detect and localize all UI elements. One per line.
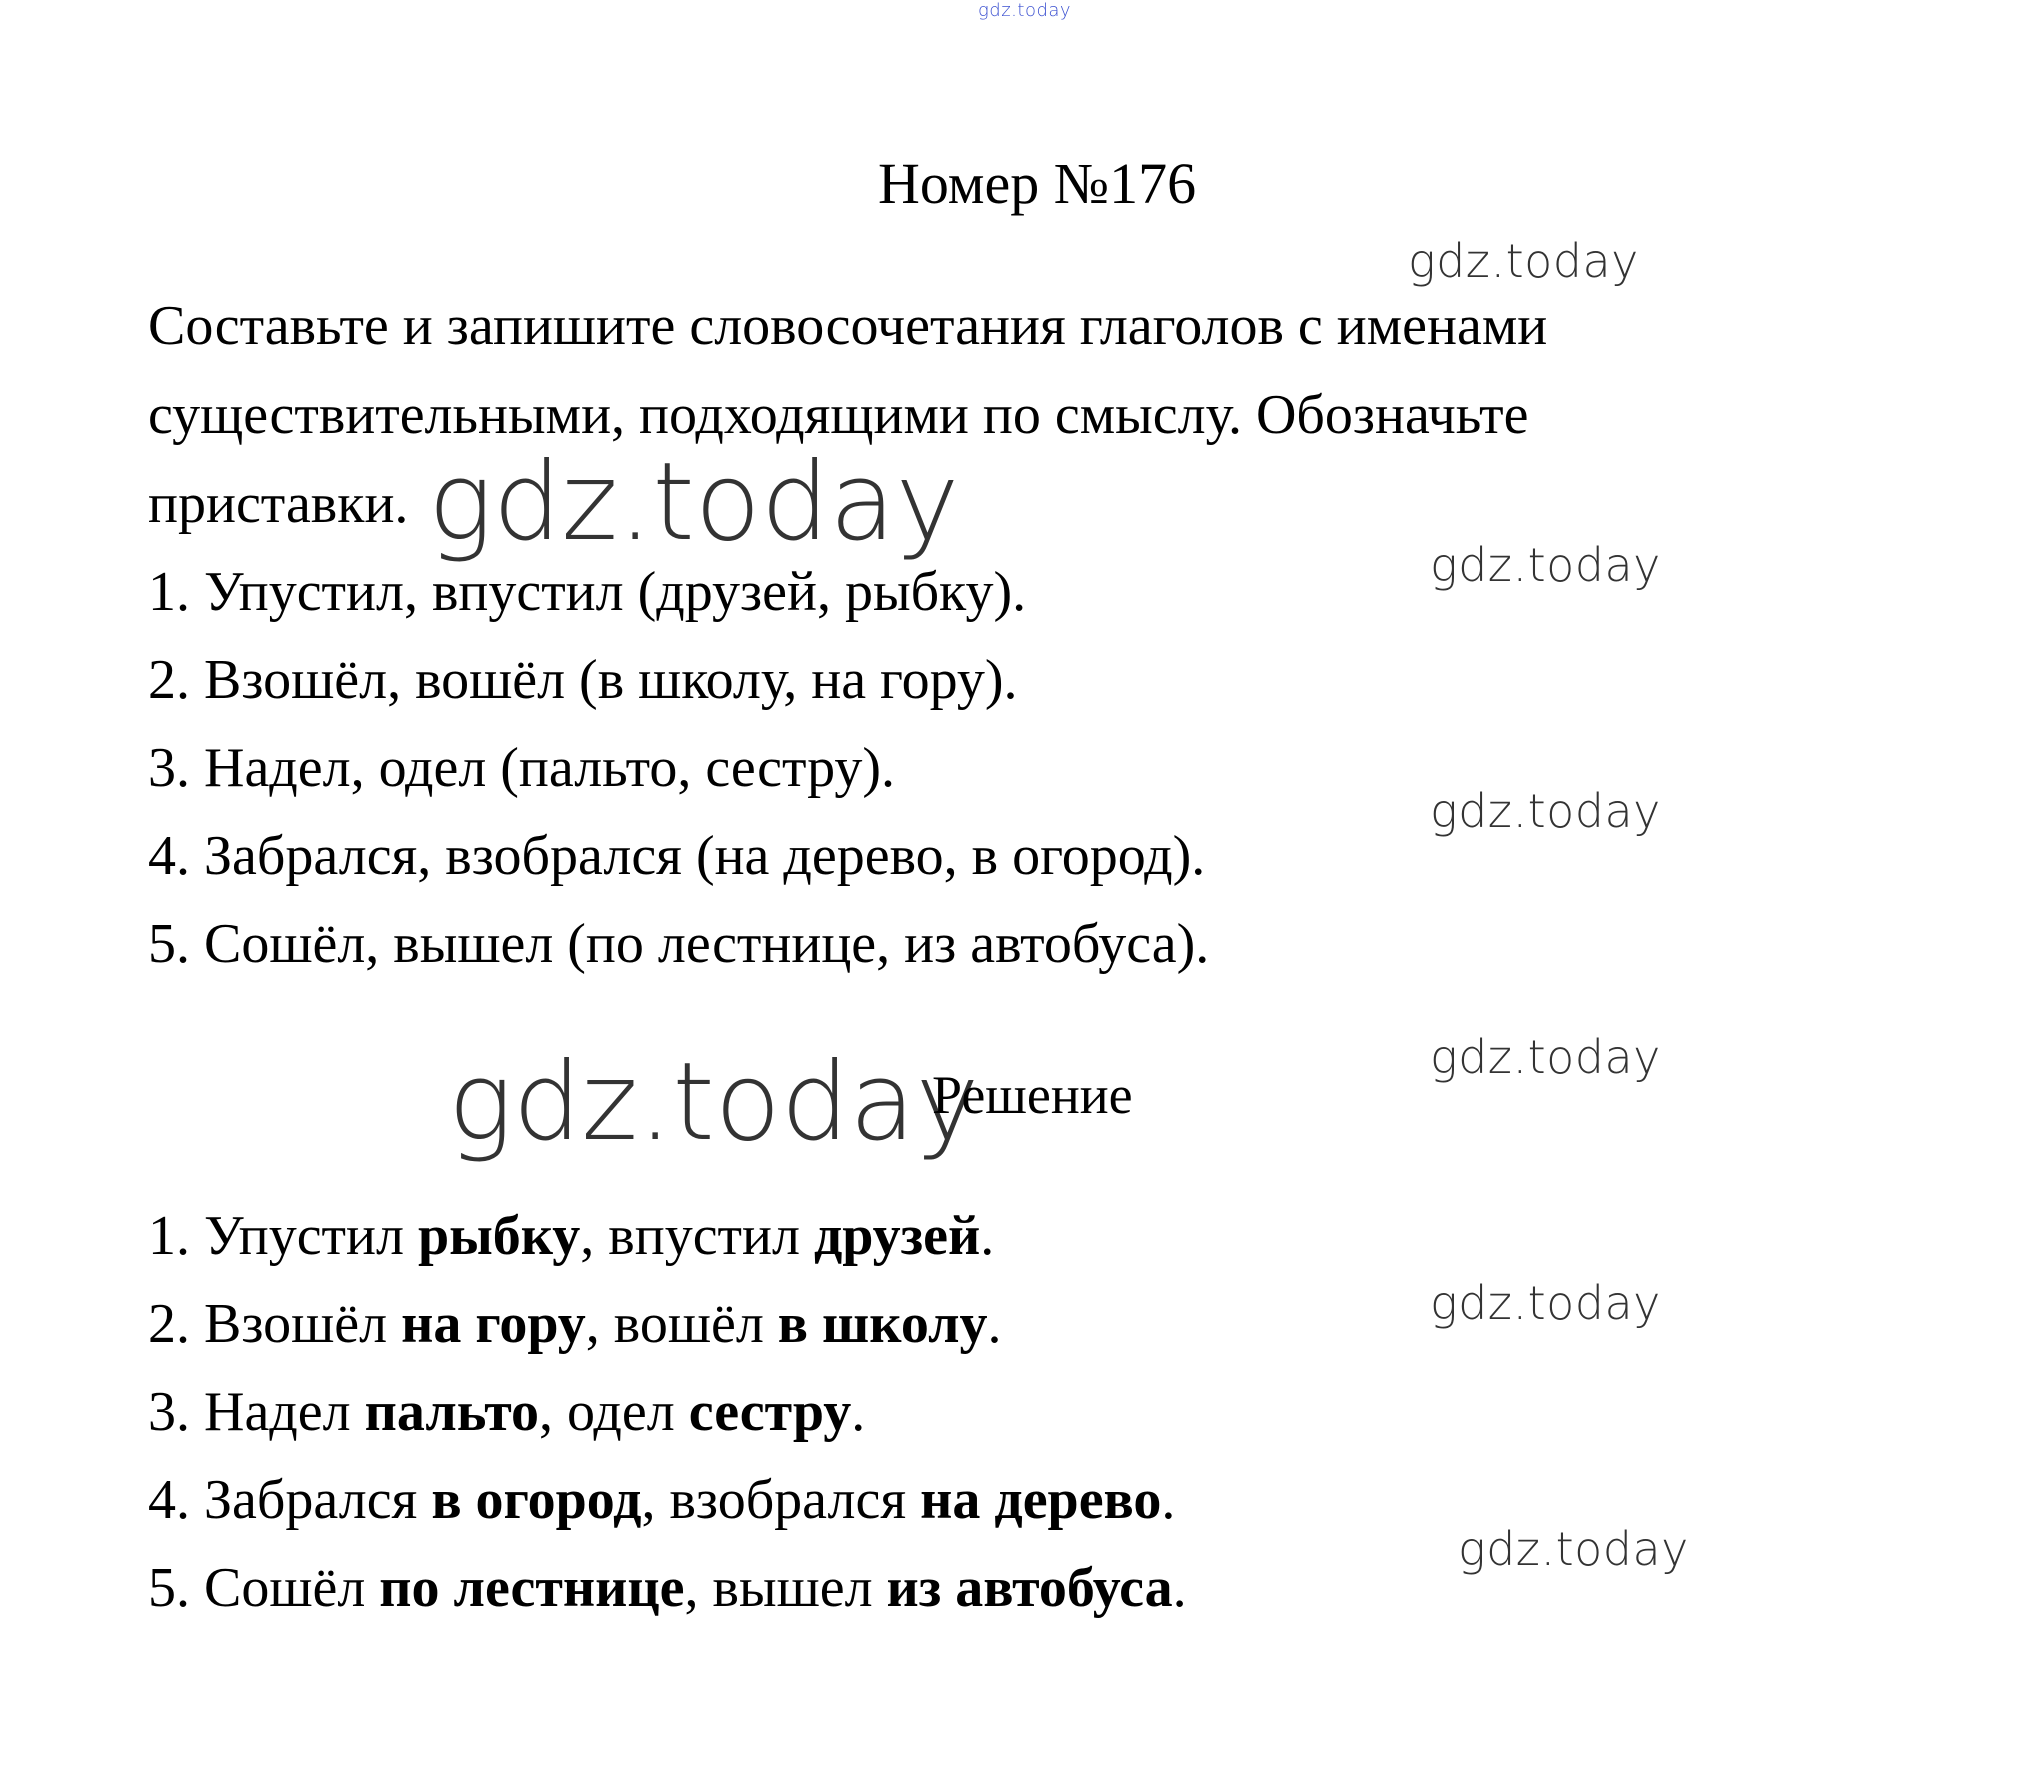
solution-verb: Взошёл bbox=[204, 1293, 388, 1355]
exercise-item-4: 4. Забрался, взобрался (на дерево, в огород). bbox=[148, 825, 1206, 887]
watermark-right-4: gdz.today bbox=[1430, 1030, 1661, 1084]
watermark-big-1: gdz.today bbox=[428, 440, 960, 565]
task-line-2: существительными, подходящими по смыслу. Обозначьте bbox=[148, 384, 1529, 446]
task-line-1: Составьте и запишите словосочетания глаголов с именами bbox=[148, 295, 1548, 357]
solution-num: 2. bbox=[148, 1293, 190, 1355]
solution-item: 5. Сошёл по лестнице, вышел из автобуса. bbox=[148, 1557, 1187, 1619]
exercise-item-5: 5. Сошёл, вышел (по лестнице, из автобуса). bbox=[148, 913, 1210, 975]
solution-verb: вошёл bbox=[613, 1293, 764, 1355]
solution-num: 4. bbox=[148, 1469, 190, 1531]
watermark-big-2: gdz.today bbox=[448, 1040, 980, 1165]
solution-verb: впустил bbox=[608, 1205, 800, 1267]
solution-object: по лестнице bbox=[379, 1557, 685, 1619]
solution-object: друзей bbox=[813, 1205, 981, 1267]
solution-verb: Упустил bbox=[204, 1205, 404, 1267]
task-line-3: приставки. bbox=[148, 473, 409, 535]
solution-num: 3. bbox=[148, 1381, 190, 1443]
solution-item: 3. Надел пальто, одел сестру. bbox=[148, 1381, 866, 1443]
solution-object: на дерево bbox=[920, 1469, 1162, 1531]
exercise-item-1: 1. Упустил, впустил (друзей, рыбку). bbox=[148, 561, 1027, 623]
solution-object: сестру bbox=[688, 1381, 852, 1443]
solution-object: рыбку bbox=[417, 1205, 581, 1267]
solution-verb: одел bbox=[567, 1381, 675, 1443]
solution-object: пальто bbox=[364, 1381, 540, 1443]
solution-object: в школу bbox=[777, 1293, 988, 1355]
solution-verb: Сошёл bbox=[204, 1557, 366, 1619]
watermark-top: gdz.today bbox=[978, 0, 1072, 21]
solution-num: 5. bbox=[148, 1557, 190, 1619]
solution-item: 2. Взошёл на гору, вошёл в школу. bbox=[148, 1293, 1002, 1355]
watermark-right-1: gdz.today bbox=[1408, 234, 1639, 288]
solution-item: 1. Упустил рыбку, впустил друзей. bbox=[148, 1205, 995, 1267]
solution-verb: вышел bbox=[712, 1557, 873, 1619]
solution-object: на гору bbox=[401, 1293, 586, 1355]
solution-verb: взобрался bbox=[669, 1469, 907, 1531]
watermark-right-3: gdz.today bbox=[1430, 784, 1661, 838]
solution-verb: Забрался bbox=[204, 1469, 418, 1531]
solution-object: в огород bbox=[431, 1469, 642, 1531]
exercise-item-3: 3. Надел, одел (пальто, сестру). bbox=[148, 737, 896, 799]
solution-verb: Надел bbox=[204, 1381, 351, 1443]
solution-num: 1. bbox=[148, 1205, 190, 1267]
watermark-right-6: gdz.today bbox=[1458, 1522, 1689, 1576]
watermark-right-5: gdz.today bbox=[1430, 1276, 1661, 1330]
solution-heading: Решение bbox=[932, 1065, 1133, 1125]
watermark-right-2: gdz.today bbox=[1430, 538, 1661, 592]
page-title: Номер №176 bbox=[878, 151, 1197, 216]
solution-item: 4. Забрался в огород, взобрался на дерево. bbox=[148, 1469, 1176, 1531]
solution-object: из автобуса bbox=[886, 1557, 1173, 1619]
exercise-item-2: 2. Взошёл, вошёл (в школу, на гору). bbox=[148, 649, 1018, 711]
